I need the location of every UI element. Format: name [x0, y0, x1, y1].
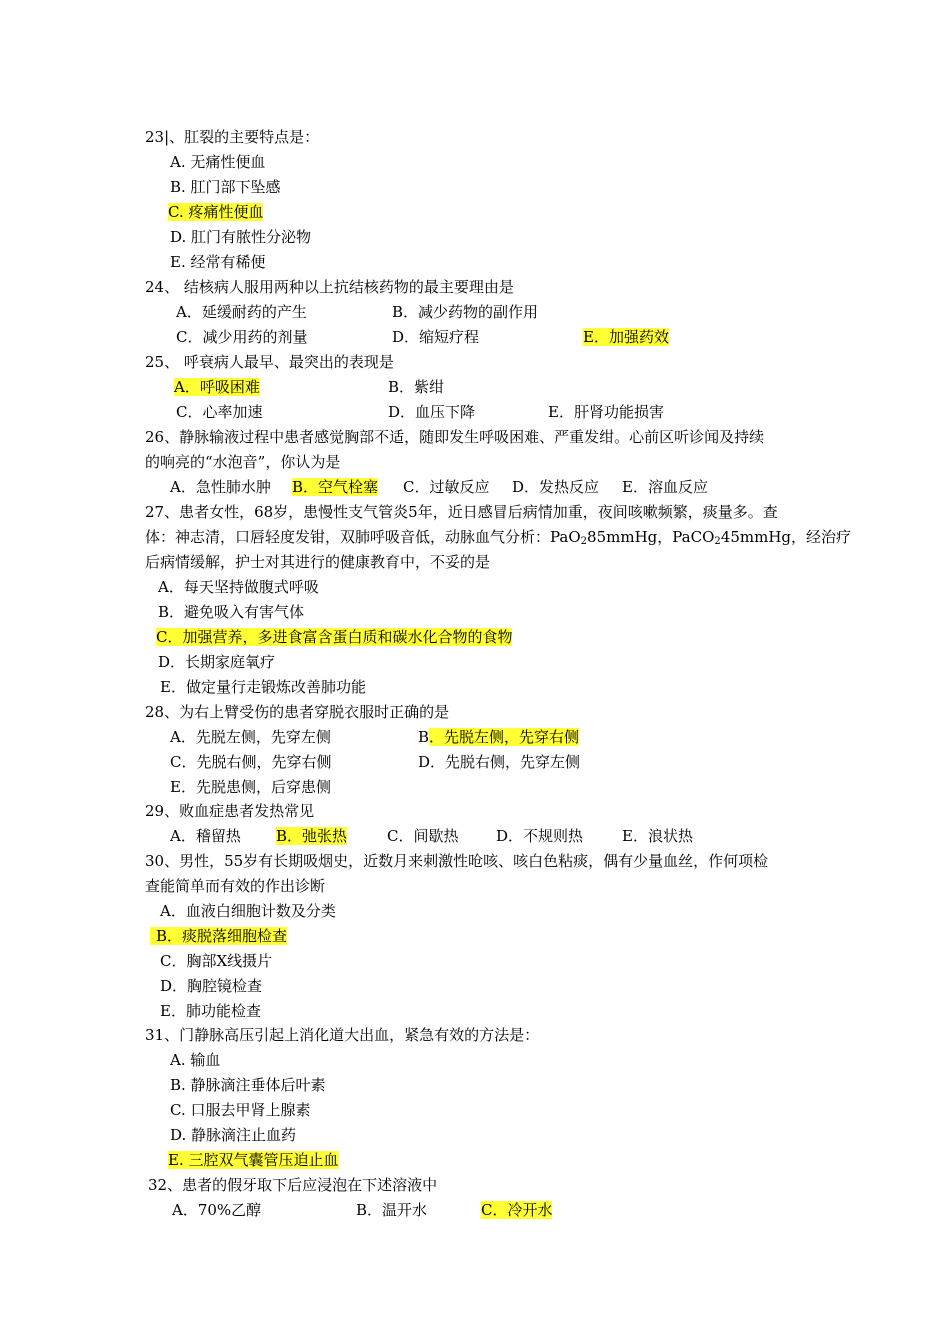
q25-option-e: E．肝肾功能损害 [548, 403, 664, 421]
q25-stem: 25、 呼衰病人最早、最突出的表现是 [145, 353, 394, 371]
q24-stem: 24、 结核病人服用两种以上抗结核药物的最主要理由是 [145, 278, 514, 296]
q25-option-d: D．血压下降 [388, 403, 476, 421]
q23-option-c-answer: C. 疼痛性便血 [168, 203, 264, 221]
q27-option-a: A．每天坚持做腹式呼吸 [158, 578, 319, 596]
q32-option-b: B．温开水 [356, 1201, 428, 1219]
q24-option-c: C．减少用药的剂量 [176, 328, 308, 346]
q27-option-c-answer: C．加强营养，多进食富含蛋白质和碳水化合物的食物 [156, 628, 513, 646]
q26-option-a: A．急性肺水肿 [170, 478, 271, 496]
q27-stem-line1: 27、患者女性，68岁，患慢性支气管炎5年，近日感冒后病情加重，夜间咳嗽频繁，痰量多。查 [145, 503, 778, 521]
q28-option-b-answer: B．先脱左侧，先穿右侧 [418, 728, 580, 746]
q31-option-d: D. 静脉滴注止血药 [170, 1126, 297, 1144]
q29-option-e: E．浪状热 [622, 827, 693, 845]
q30-stem-line1: 30、男性，55岁有长期吸烟史，近数月来刺激性呛咳、咳白色粘痰，偶有少量血丝，作何项检 [145, 852, 769, 870]
q24-option-e-answer: E．加强药效 [583, 328, 669, 346]
q23-stem: 23|、肛裂的主要特点是： [145, 128, 320, 146]
q26-option-d: D．发热反应 [512, 478, 600, 496]
q29-option-a: A．稽留热 [170, 827, 241, 845]
q29-option-c: C．间歇热 [387, 827, 459, 845]
q30-option-e: E．肺功能检查 [160, 1002, 261, 1020]
q30-option-c: C．胸部X线摄片 [160, 952, 273, 970]
q32-option-c-answer: C．冷开水 [481, 1201, 553, 1219]
q31-stem: 31、门静脉高压引起上消化道大出血，紧急有效的方法是： [145, 1026, 540, 1044]
q24-option-d: D．缩短疗程 [392, 328, 480, 346]
q28-option-a: A．先脱左侧，先穿左侧 [170, 728, 331, 746]
q29-option-d: D．不规则热 [496, 827, 584, 845]
q23-option-e: E. 经常有稀便 [170, 253, 266, 271]
q31-option-e-answer: E. 三腔双气囊管压迫止血 [168, 1151, 339, 1169]
q30-option-d: D．胸腔镜检查 [160, 977, 263, 995]
q28-option-d: D．先脱右侧，先穿左侧 [418, 753, 581, 771]
q27-option-e: E．做定量行走锻炼改善肺功能 [160, 678, 366, 696]
q31-option-b: B. 静脉滴注垂体后叶素 [170, 1076, 326, 1094]
q30-stem-line2: 查能简单而有效的作出诊断 [145, 877, 326, 895]
q27-option-d: D．长期家庭氧疗 [158, 653, 276, 671]
q28-option-c: C．先脱右侧，先穿右侧 [170, 753, 332, 771]
q28-option-e: E．先脱患侧，后穿患侧 [170, 778, 331, 796]
q25-option-c: C．心率加速 [176, 403, 263, 421]
q30-option-a: A．血液白细胞计数及分类 [160, 902, 336, 920]
q31-option-a: A. 输血 [170, 1051, 221, 1069]
q26-option-e: E．溶血反应 [622, 478, 708, 496]
q32-option-a: A．70%乙醇 [172, 1201, 262, 1219]
q32-stem: 32、患者的假牙取下后应浸泡在下述溶液中 [148, 1176, 438, 1194]
q29-option-b-answer: B．弛张热 [276, 827, 348, 845]
q27-stem-line3: 后病情缓解，护士对其进行的健康教育中，不妥的是 [145, 553, 491, 571]
q25-option-a-answer: A．呼吸困难 [174, 378, 260, 396]
q26-option-b-answer: B．空气栓塞 [292, 478, 379, 496]
q26-stem-line1: 26、静脉输液过程中患者感觉胸部不适，随即发生呼吸困难、严重发绀。心前区听诊闻及持续 [145, 428, 765, 446]
q23-option-b: B. 肛门部下坠感 [170, 178, 281, 196]
q24-option-a: A．延缓耐药的产生 [176, 303, 307, 321]
q23-option-a: A. 无痛性便血 [170, 153, 266, 171]
q26-stem-line2: 的响亮的“水泡音”，你认为是 [145, 453, 341, 471]
q27-stem-line2: 体：神志清，口唇轻度发钳，双肺呼吸音低，动脉血气分析：PaO$_2$85mmHg，PaCO$_2$45mmHg，经治疗 [145, 528, 851, 547]
q31-option-c: C. 口服去甲肾上腺素 [170, 1101, 311, 1119]
q28-stem: 28、为右上臂受伤的患者穿脱衣服时正确的是 [145, 703, 450, 721]
q24-option-b: B．减少药物的副作用 [392, 303, 539, 321]
q23-option-d: D. 肛门有脓性分泌物 [170, 228, 312, 246]
q30-option-b-answer: B．痰脱落细胞检查 [150, 927, 287, 945]
q26-option-c: C．过敏反应 [403, 478, 490, 496]
q25-option-b: B．紫绀 [388, 378, 445, 396]
q29-stem: 29、败血症患者发热常见 [145, 802, 315, 820]
q27-option-b: B．避免吸入有害气体 [158, 603, 305, 621]
